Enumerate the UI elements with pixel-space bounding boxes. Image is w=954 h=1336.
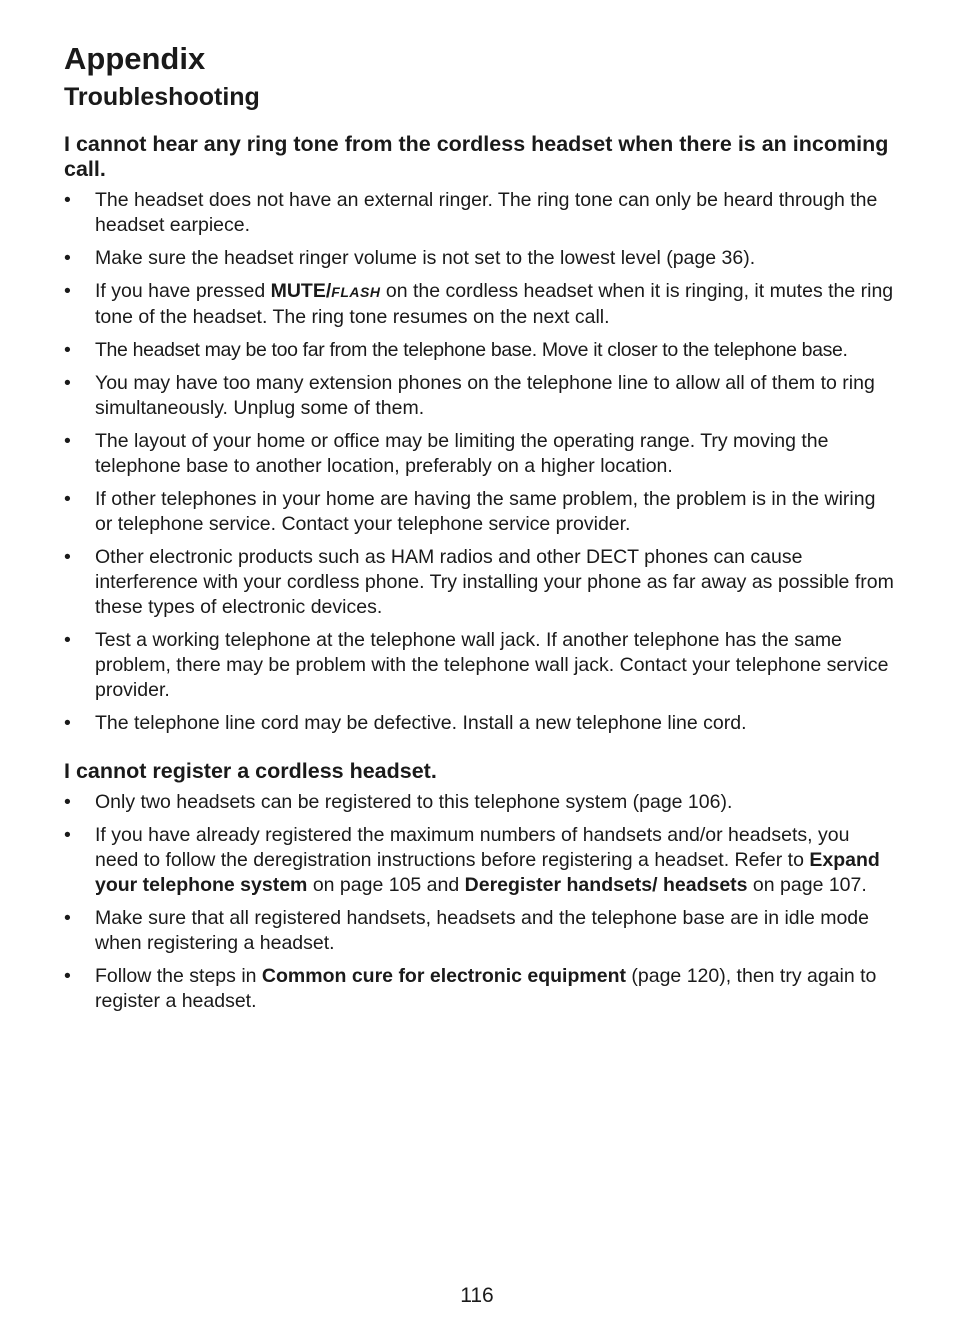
cross-reference: Deregister handsets/ headsets [464, 874, 748, 896]
list-item: • The telephone line cord may be defective. Install a new telephone line cord. [64, 712, 747, 734]
list-item: • If you have already registered the maximum numbers of handsets and/or headsets, you need to follow the deregistration instructions before registering a headset. Refer to Expand your telephone system on page 105 and Deregister handsets/ headsets on page 107. [64, 824, 880, 896]
bullet-icon: • [64, 965, 71, 987]
bullet-list [64, 188, 894, 736]
key-label-smallcaps: FLASH [331, 284, 381, 300]
list-item: • The headset may be too far from the telephone base. Move it closer to the telephone base. [64, 339, 848, 361]
bullet-icon: • [64, 189, 71, 211]
bullet-icon: • [64, 824, 71, 846]
bullet-icon: • [64, 712, 71, 734]
page-number: 116 [460, 1284, 494, 1307]
problem-heading: I cannot hear any ring tone from the cordless headset when there is an incoming call. [64, 132, 889, 181]
list-item: • Only two headsets can be registered to this telephone system (page 106). [64, 791, 733, 813]
cross-reference: Expand your telephone system [95, 849, 880, 896]
list-item: • Make sure the headset ringer volume is not set to the lowest level (page 36). [64, 247, 756, 269]
list-item: • Follow the steps in Common cure for electronic equipment (page 120), then try again to register a headset. [64, 965, 877, 1012]
cross-reference: Common cure for electronic equipment [261, 965, 626, 987]
bullet-icon: • [64, 546, 71, 568]
list-item: • Make sure that all registered handsets, headsets and the telephone base are in idle mode when registering a headset. [64, 907, 870, 954]
bullet-icon: • [64, 372, 71, 394]
key-label: MUTE/ [270, 280, 332, 302]
bullet-icon: • [64, 907, 71, 929]
list-item: • If you have pressed MUTE/FLASH on the cordless headset when it is ringing, it mutes the ring tone of the headset. The ring tone resumes on the next call. [64, 280, 894, 328]
bullet-list [64, 790, 894, 1014]
problem-heading: I cannot register a cordless headset. [64, 759, 437, 783]
bullet-icon: • [64, 247, 71, 269]
page-content [64, 38, 894, 1022]
list-item: • Other electronic products such as HAM radios and other DECT phones can cause interference with your cordless phone. Try installing your phone as far away as possible from these types of electronic devices. [64, 546, 894, 618]
bullet-icon: • [64, 629, 71, 651]
bullet-icon: • [64, 430, 71, 452]
list-item: • If other telephones in your home are having the same problem, the problem is in the wiring or telephone service. Contact your telephone service provider. [64, 488, 876, 535]
section-title: Troubleshooting [64, 83, 260, 111]
bullet-icon: • [64, 488, 71, 510]
bullet-icon: • [64, 339, 71, 361]
list-item: • Test a working telephone at the telephone wall jack. If another telephone has the same problem, there may be problem with the telephone wall jack. Contact your telephone service provider. [64, 629, 889, 701]
list-item: • The headset does not have an external ringer. The ring tone can only be heard through the headset earpiece. [64, 189, 878, 236]
list-item: • You may have too many extension phones on the telephone line to allow all of them to ring simultaneously. Unplug some of them. [64, 372, 875, 419]
section-ring-tone [64, 132, 894, 736]
page-title: Appendix [64, 41, 206, 76]
bullet-icon: • [64, 280, 71, 302]
bullet-icon: • [64, 791, 71, 813]
section-register [64, 759, 894, 1014]
list-item: • The layout of your home or office may be limiting the operating range. Try moving the telephone base to another location, preferably on a higher location. [64, 430, 829, 477]
